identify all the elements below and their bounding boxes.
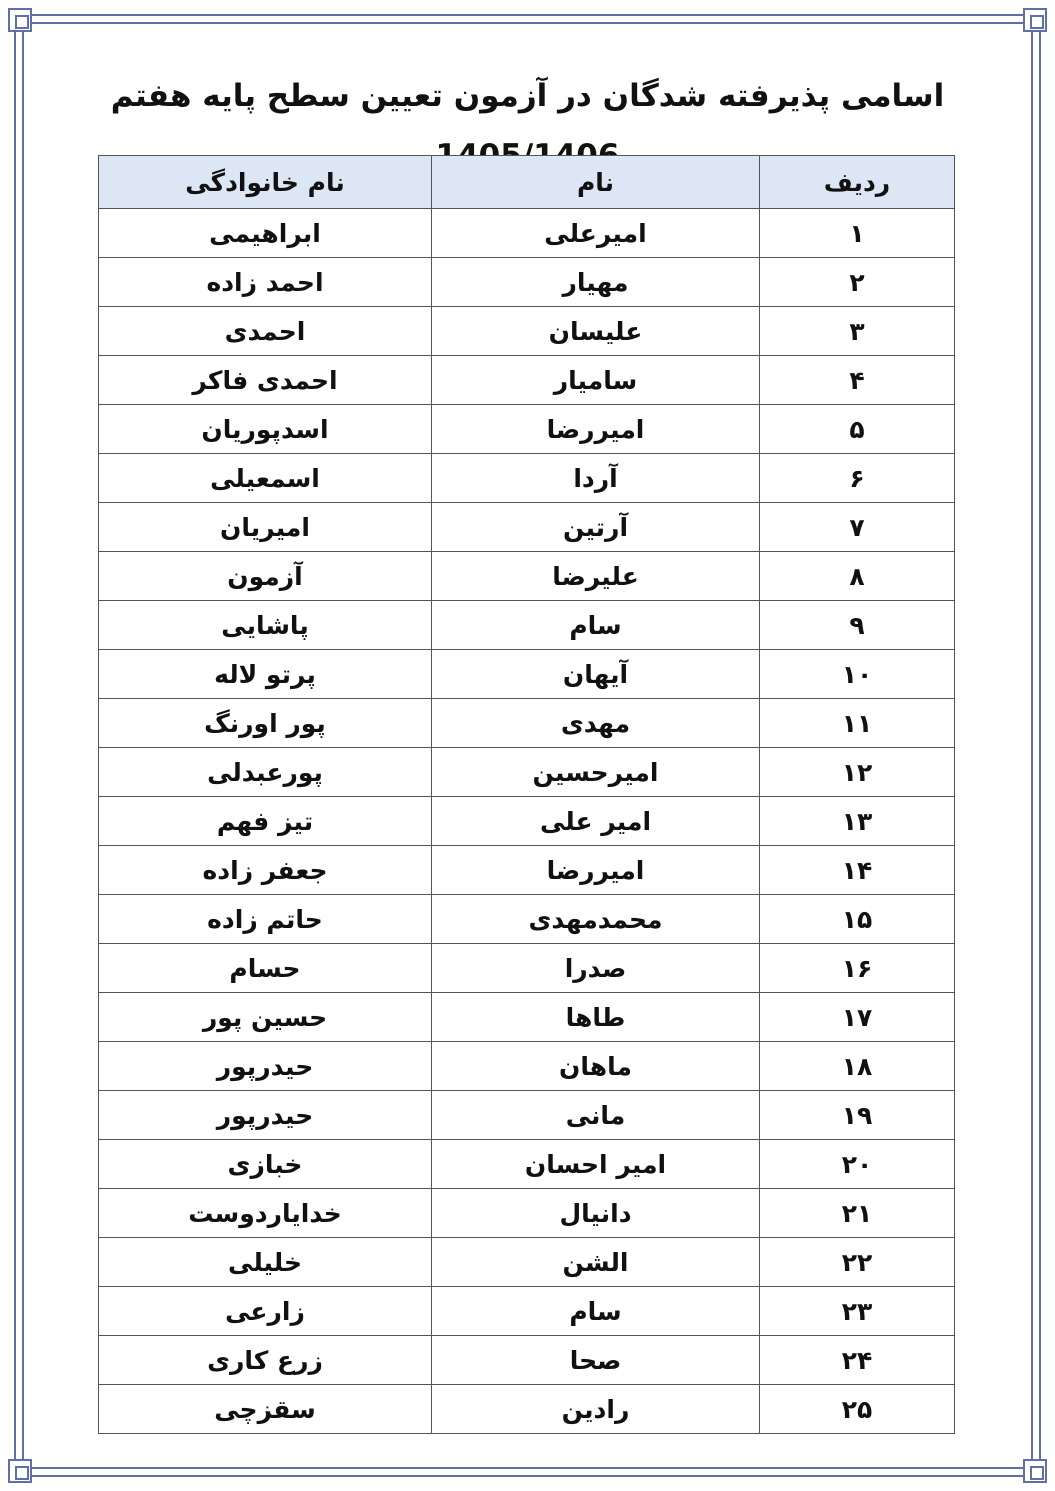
admitted-students-table <box>98 155 955 1434</box>
cell-last-name: حاتم زاده <box>99 895 432 944</box>
table-row <box>99 846 955 895</box>
cell-first-name: مانی <box>432 1091 760 1140</box>
cell-first-name: رادین <box>432 1385 760 1434</box>
cell-first-name: مهیار <box>432 258 760 307</box>
table-row <box>99 1042 955 1091</box>
cell-last-name: پور اورنگ <box>99 699 432 748</box>
cell-first-name: صدرا <box>432 944 760 993</box>
cell-first-name: طاها <box>432 993 760 1042</box>
table-row <box>99 1287 955 1336</box>
cell-last-name: خلیلی <box>99 1238 432 1287</box>
cell-row-number: ۲۰ <box>760 1140 955 1189</box>
table-row <box>99 993 955 1042</box>
cell-row-number: ۱۴ <box>760 846 955 895</box>
table-row <box>99 454 955 503</box>
cell-first-name: امیرعلی <box>432 209 760 258</box>
table-row <box>99 405 955 454</box>
cell-last-name: حسام <box>99 944 432 993</box>
table-row <box>99 895 955 944</box>
cell-first-name: امیررضا <box>432 405 760 454</box>
cell-row-number: ۴ <box>760 356 955 405</box>
cell-last-name: سقزچی <box>99 1385 432 1434</box>
table-row <box>99 1140 955 1189</box>
cell-last-name: حیدرپور <box>99 1042 432 1091</box>
cell-first-name: الشن <box>432 1238 760 1287</box>
table-row <box>99 1091 955 1140</box>
corner-ornament-bottom-left <box>8 1459 32 1483</box>
cell-last-name: پرتو لاله <box>99 650 432 699</box>
cell-first-name: آیهان <box>432 650 760 699</box>
cell-first-name: صحا <box>432 1336 760 1385</box>
table-row <box>99 258 955 307</box>
cell-first-name: علیسان <box>432 307 760 356</box>
cell-last-name: خبازی <box>99 1140 432 1189</box>
table-row <box>99 307 955 356</box>
cell-row-number: ۱۷ <box>760 993 955 1042</box>
cell-last-name: پورعبدلی <box>99 748 432 797</box>
table-row <box>99 944 955 993</box>
cell-last-name: ابراهیمی <box>99 209 432 258</box>
cell-first-name: امیرحسین <box>432 748 760 797</box>
cell-last-name: احمدی فاکر <box>99 356 432 405</box>
cell-row-number: ۱۵ <box>760 895 955 944</box>
cell-row-number: ۱۳ <box>760 797 955 846</box>
cell-first-name: محمدمهدی <box>432 895 760 944</box>
cell-last-name: خدایاردوست <box>99 1189 432 1238</box>
cell-last-name: امیریان <box>99 503 432 552</box>
table-header-row <box>99 156 955 209</box>
table-row <box>99 356 955 405</box>
cell-row-number: ۶ <box>760 454 955 503</box>
cell-first-name: دانیال <box>432 1189 760 1238</box>
table-row <box>99 552 955 601</box>
corner-ornament-bottom-right <box>1023 1459 1047 1483</box>
page-title: اسامی پذیرفته شدگان در آزمون تعیین سطح پایه هفتم <box>110 78 945 114</box>
table-row <box>99 748 955 797</box>
cell-last-name: پاشایی <box>99 601 432 650</box>
cell-first-name: آردا <box>432 454 760 503</box>
table-row <box>99 1238 955 1287</box>
table-row <box>99 699 955 748</box>
cell-last-name: زرع کاری <box>99 1336 432 1385</box>
cell-first-name: سامیار <box>432 356 760 405</box>
cell-first-name: امیر علی <box>432 797 760 846</box>
cell-row-number: ۹ <box>760 601 955 650</box>
header-first-name: نام <box>432 156 760 209</box>
table-row <box>99 1189 955 1238</box>
cell-first-name: امیر احسان <box>432 1140 760 1189</box>
cell-first-name: سام <box>432 1287 760 1336</box>
cell-last-name: حسین پور <box>99 993 432 1042</box>
header-row-number: ردیف <box>760 156 955 209</box>
cell-first-name: مهدی <box>432 699 760 748</box>
cell-row-number: ۱۸ <box>760 1042 955 1091</box>
cell-row-number: ۲۵ <box>760 1385 955 1434</box>
table-row <box>99 797 955 846</box>
cell-last-name: آزمون <box>99 552 432 601</box>
table-row <box>99 601 955 650</box>
cell-row-number: ۱۶ <box>760 944 955 993</box>
cell-last-name: جعفر زاده <box>99 846 432 895</box>
cell-row-number: ۸ <box>760 552 955 601</box>
cell-row-number: ۵ <box>760 405 955 454</box>
cell-row-number: ۱۱ <box>760 699 955 748</box>
corner-ornament-top-left <box>8 8 32 32</box>
corner-ornament-top-right <box>1023 8 1047 32</box>
cell-row-number: ۲۴ <box>760 1336 955 1385</box>
cell-row-number: ۲۳ <box>760 1287 955 1336</box>
cell-last-name: زارعی <box>99 1287 432 1336</box>
cell-last-name: تیز فهم <box>99 797 432 846</box>
cell-first-name: علیرضا <box>432 552 760 601</box>
cell-first-name: امیررضا <box>432 846 760 895</box>
cell-last-name: احمدی <box>99 307 432 356</box>
table-row <box>99 1385 955 1434</box>
cell-last-name: حیدرپور <box>99 1091 432 1140</box>
header-last-name: نام خانوادگی <box>99 156 432 209</box>
cell-row-number: ۳ <box>760 307 955 356</box>
cell-row-number: ۲۲ <box>760 1238 955 1287</box>
cell-last-name: احمد زاده <box>99 258 432 307</box>
table-row <box>99 1336 955 1385</box>
table-row <box>99 650 955 699</box>
cell-first-name: سام <box>432 601 760 650</box>
cell-row-number: ۲۱ <box>760 1189 955 1238</box>
cell-first-name: آرتین <box>432 503 760 552</box>
cell-last-name: اسدپوریان <box>99 405 432 454</box>
table-row <box>99 503 955 552</box>
cell-last-name: اسمعیلی <box>99 454 432 503</box>
cell-row-number: ۲ <box>760 258 955 307</box>
table-body <box>99 209 955 1434</box>
cell-row-number: ۱۰ <box>760 650 955 699</box>
cell-row-number: ۱ <box>760 209 955 258</box>
cell-row-number: ۱۹ <box>760 1091 955 1140</box>
cell-row-number: ۱۲ <box>760 748 955 797</box>
cell-row-number: ۷ <box>760 503 955 552</box>
cell-first-name: ماهان <box>432 1042 760 1091</box>
table-row <box>99 209 955 258</box>
